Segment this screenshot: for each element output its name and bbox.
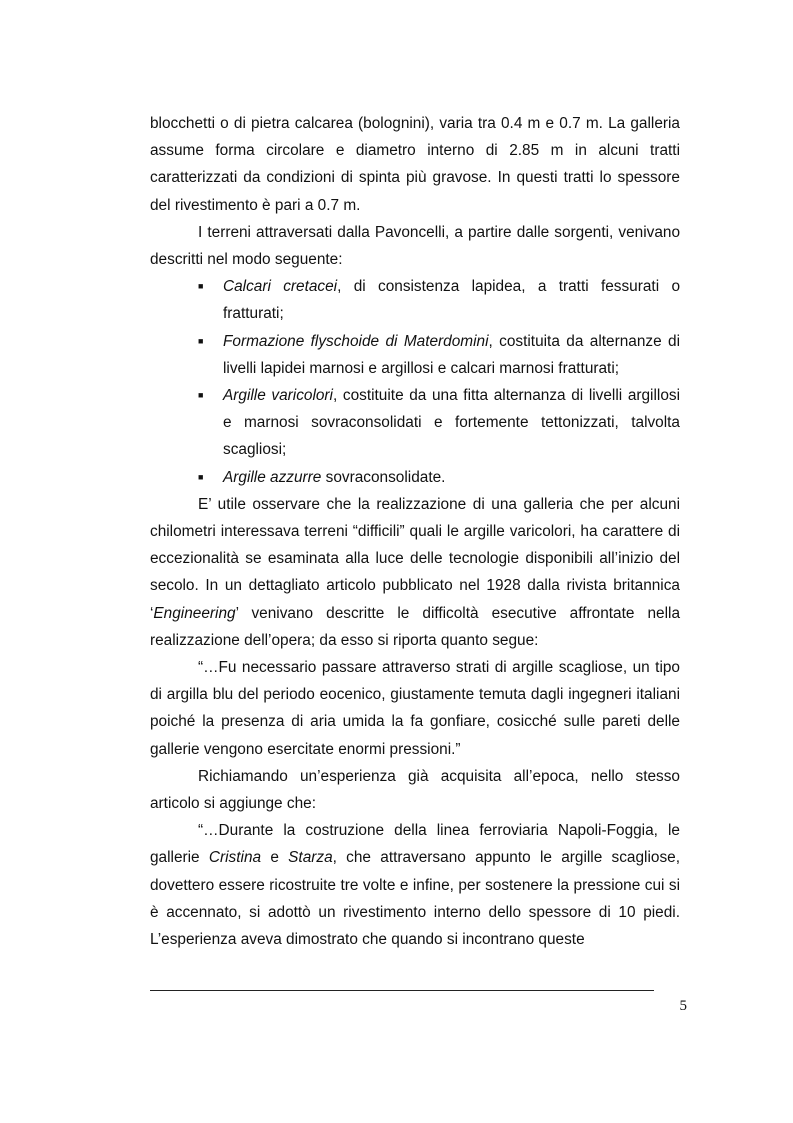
quote-napoli-foggia (150, 817, 680, 953)
list-item-term: Argille varicolori (223, 387, 333, 405)
paragraph-lining-description: blocchetti o di pietra calcarea (bolognini), varia tra 0.4 m e 0.7 m. La galleria assume forma circolare e diametro interno di 2.85 m in alcuni tratti caratterizzati da condizioni di spinta più gravose. In questi tratti lo spessore del rivestimento è pari a 0.7 m. (150, 115, 680, 214)
list-item-text: sovraconsolidate. (321, 468, 446, 486)
quote-argille-scagliose: “…Fu necessario passare attraverso strati di argille scagliose, un tipo di argilla blu del periodo eocenico, giustamente temuta dagli ingegneri italiani poiché la presenza di aria umida la fa gonfiare, cosicché sulle pareti delle gallerie vengono esercitate enormi pressioni.” (150, 659, 680, 758)
paragraph-text: e (261, 849, 289, 867)
list-item-text: , di consistenza lapidea, a tratti fessurati o fratturati; (223, 278, 681, 323)
list-item (150, 328, 680, 382)
list-item (150, 382, 680, 464)
list-item-text: , costituite da una fitta alternanza di livelli argillosi e marnosi sovraconsolidati e fortemente tettonizzati, talvolta scagliosi; (223, 387, 680, 459)
page-number: 5 (679, 998, 687, 1014)
paragraph-text: “…Durante la costruzione della linea ferroviaria Napoli-Foggia, le gallerie (150, 822, 680, 867)
list-item-term: Formazione flyschoide di Materdomini (223, 332, 489, 350)
terrain-list (150, 273, 680, 491)
list-item-term: Calcari cretacei (223, 278, 338, 296)
tunnel-name: Starza (288, 849, 333, 867)
tunnel-name: Cristina (208, 849, 262, 867)
square-bullet-icon: ■ (198, 335, 204, 346)
paragraph-text: ’ venivano descritte le difficoltà esecutive affrontate nella realizzazione dell’opera; da esso si riporta quanto segue: (150, 604, 680, 649)
footer-divider (150, 990, 654, 991)
paragraph-text: , che attraversano appunto le argille scagliose, dovettero essere ricostruite tre volte e infine, per sostenere la pressione cui si è accennato, si adottò un rivestimento interno dello spessore di 10 piedi. L’esperienza aveva dimostrato che quando si incontrano queste (150, 849, 680, 949)
list-item-term: Argille azzurre (223, 468, 322, 486)
paragraph-article-addition: Richiamando un’esperienza già acquisita all’epoca, nello stesso articolo si aggiunge che: (150, 767, 680, 813)
paragraph-engineering-article (150, 491, 680, 654)
list-item (150, 464, 680, 491)
square-bullet-icon: ■ (198, 471, 204, 482)
journal-name: Engineering (153, 604, 236, 622)
square-bullet-icon: ■ (198, 390, 204, 401)
list-item (150, 273, 680, 327)
paragraph-text: E’ utile osservare che la realizzazione di una galleria che per alcuni chilometri interessava terreni “difficili” quali le argille varicolori, ha carattere di eccezionalità se esaminata alla luce delle tecnologie disponibili all’inizio del secolo. In un dettagliato articolo pubblicato nel 1928 dalla rivista britannica ‘ (150, 495, 680, 622)
body-text (150, 110, 680, 953)
list-item-text: , costituita da alternanze di livelli lapidei marnosi e argillosi e calcari marnosi fratturati; (223, 332, 680, 377)
paragraph-terrain-intro: I terreni attraversati dalla Pavoncelli, a partire dalle sorgenti, venivano descritti nel modo seguente: (150, 223, 680, 269)
square-bullet-icon: ■ (198, 281, 204, 292)
